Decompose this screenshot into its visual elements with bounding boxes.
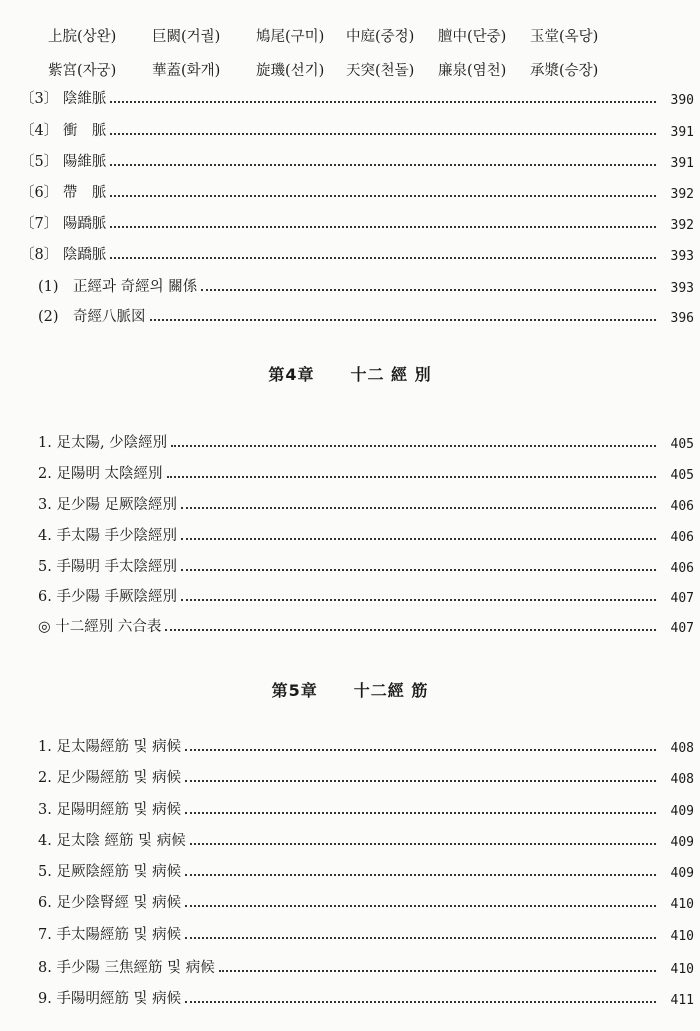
toc-page-number: 407 <box>670 591 694 606</box>
chapter-4-heading <box>0 362 700 385</box>
toc-page-number: 406 <box>670 499 694 514</box>
toc-entry-label: 8. 手少陽 三焦經筋 및 病候 <box>38 960 215 976</box>
acupoint: 天突(천돌) <box>346 62 415 79</box>
toc-entry[interactable] <box>0 888 700 912</box>
toc-page-number: 407 <box>670 621 694 636</box>
toc-entry[interactable] <box>0 582 700 606</box>
toc-entry-label: 7. 手太陽經筋 및 病候 <box>38 927 182 943</box>
toc-page-number: 409 <box>670 835 694 850</box>
acupoint: 巨闕(거궐) <box>152 28 221 45</box>
dot-leader <box>181 599 656 601</box>
dot-leader <box>185 1001 656 1003</box>
dot-leader <box>190 843 656 845</box>
toc-page-number: 405 <box>670 468 694 483</box>
chapter-number: 第4章 <box>268 365 315 384</box>
toc-entry-label: (2) 奇經八脈図 <box>38 309 146 325</box>
toc-page-number: 396 <box>670 311 694 326</box>
toc-entry-label: 6. 足少陰腎經 및 病候 <box>38 895 182 911</box>
chapter-title: 十二 經 別 <box>350 365 432 384</box>
dot-leader <box>201 289 656 291</box>
toc-entry[interactable] <box>0 795 700 819</box>
toc-entry[interactable] <box>0 920 700 944</box>
toc-page-number: 393 <box>670 281 694 296</box>
acupoint-row <box>48 52 688 86</box>
toc-entry-label: 5. 足厥陰經筋 및 病候 <box>38 864 182 880</box>
chapter-number: 第5章 <box>271 681 318 700</box>
toc-entry-label: 6. 手少陽 手厥陰經別 <box>38 589 178 605</box>
dot-leader <box>110 195 656 197</box>
toc-entry-label: 〔8〕 陰蹻脈 <box>20 247 107 263</box>
dot-leader <box>185 749 656 751</box>
toc-page-number: 390 <box>670 93 694 108</box>
toc-page-number: 391 <box>670 125 694 140</box>
acupoint: 廉泉(염천) <box>438 62 507 79</box>
acupoint: 上脘(상완) <box>48 28 117 45</box>
toc-page-number: 406 <box>670 530 694 545</box>
toc-entry-label: 〔4〕 衝 脈 <box>20 123 107 139</box>
dot-leader <box>110 164 656 166</box>
toc-page-number: 411 <box>670 993 694 1008</box>
toc-page-number: 408 <box>670 772 694 787</box>
acupoint: 華蓋(화개) <box>152 62 221 79</box>
toc-entry[interactable] <box>0 857 700 881</box>
toc-entry-label: 〔7〕 陽蹻脈 <box>20 216 107 232</box>
toc-entry[interactable] <box>0 240 700 264</box>
toc-entry-label: 2. 足陽明 太陰經別 <box>38 466 163 482</box>
toc-entry[interactable] <box>0 209 700 233</box>
toc-entry[interactable] <box>0 552 700 576</box>
toc-entry[interactable] <box>0 953 700 977</box>
dot-leader <box>181 569 656 571</box>
toc-entry-label: (1) 正經과 奇經의 關係 <box>38 279 198 295</box>
toc-entry-label: 5. 手陽明 手太陰經別 <box>38 559 178 575</box>
acupoint: 鳩尾(구미) <box>256 28 325 45</box>
toc-entry[interactable] <box>0 459 700 483</box>
chapter-title: 十二經 筋 <box>353 681 429 700</box>
dot-leader <box>167 476 656 478</box>
dot-leader <box>110 101 656 103</box>
toc-page-number: 408 <box>670 741 694 756</box>
toc-page-number: 392 <box>670 218 694 233</box>
toc-page-number: 410 <box>670 897 694 912</box>
dot-leader <box>150 319 656 321</box>
toc-page-number: 406 <box>670 561 694 576</box>
dot-leader <box>110 257 656 259</box>
toc-entry[interactable] <box>0 732 700 756</box>
toc-entry-label: ◎ 十二經別 六合表 <box>38 619 162 635</box>
toc-entry[interactable] <box>0 116 700 140</box>
dot-leader <box>185 780 656 782</box>
acupoint: 旋璣(선기) <box>256 62 325 79</box>
acupoint: 紫宮(자궁) <box>48 62 117 79</box>
toc-entry-label: 3. 足陽明經筋 및 病候 <box>38 802 182 818</box>
toc-page-number: 410 <box>670 962 694 977</box>
acupoint-list <box>48 18 688 86</box>
toc-entry[interactable] <box>0 826 700 850</box>
dot-leader <box>185 937 656 939</box>
toc-entry-label: 1. 足太陽經筋 및 病候 <box>38 739 182 755</box>
acupoint-row <box>48 18 688 52</box>
toc-entry[interactable] <box>0 147 700 171</box>
dot-leader <box>110 133 656 135</box>
toc-entry-label: 9. 手陽明經筋 및 病候 <box>38 991 182 1007</box>
toc-entry-label: 2. 足少陽經筋 및 病候 <box>38 770 182 786</box>
toc-entry-label: 1. 足太陽, 少陰經別 <box>38 435 168 451</box>
toc-entry[interactable] <box>0 178 700 202</box>
toc-page-number: 391 <box>670 156 694 171</box>
toc-page-number: 410 <box>670 929 694 944</box>
toc-entry-label: 4. 足太陰 經筋 및 病候 <box>38 833 186 849</box>
dot-leader <box>165 629 656 631</box>
toc-entry-label: 4. 手太陽 手少陰經別 <box>38 528 178 544</box>
chapter-5-heading <box>0 678 700 701</box>
dot-leader <box>110 226 656 228</box>
dot-leader <box>181 538 656 540</box>
toc-page-number: 392 <box>670 187 694 202</box>
toc-entry[interactable] <box>0 490 700 514</box>
acupoint: 承漿(승장) <box>530 62 599 79</box>
acupoint: 玉堂(옥당) <box>530 28 599 45</box>
dot-leader <box>171 445 656 447</box>
dot-leader <box>185 905 656 907</box>
dot-leader <box>185 874 656 876</box>
toc-entry[interactable] <box>0 302 700 326</box>
toc-page-number: 409 <box>670 804 694 819</box>
toc-entry[interactable] <box>0 428 700 452</box>
toc-entry[interactable] <box>0 272 700 296</box>
toc-entry-label: 〔5〕 陽維脈 <box>20 154 107 170</box>
toc-entry[interactable] <box>0 84 700 108</box>
toc-page-number: 409 <box>670 866 694 881</box>
toc-entry[interactable] <box>0 984 700 1008</box>
toc-entry[interactable] <box>0 521 700 545</box>
dot-leader <box>181 507 656 509</box>
acupoint: 中庭(중정) <box>346 28 415 45</box>
acupoint: 膻中(단중) <box>438 28 507 45</box>
toc-entry-label: 3. 足少陽 足厥陰經別 <box>38 497 178 513</box>
dot-leader <box>219 970 656 972</box>
toc-entry[interactable] <box>0 612 700 636</box>
toc-page-number: 393 <box>670 249 694 264</box>
toc-entry-label: 〔6〕 帶 脈 <box>20 185 107 201</box>
toc-entry[interactable] <box>0 763 700 787</box>
toc-entry-label: 〔3〕 陰維脈 <box>20 91 107 107</box>
toc-page-number: 405 <box>670 437 694 452</box>
dot-leader <box>185 812 656 814</box>
